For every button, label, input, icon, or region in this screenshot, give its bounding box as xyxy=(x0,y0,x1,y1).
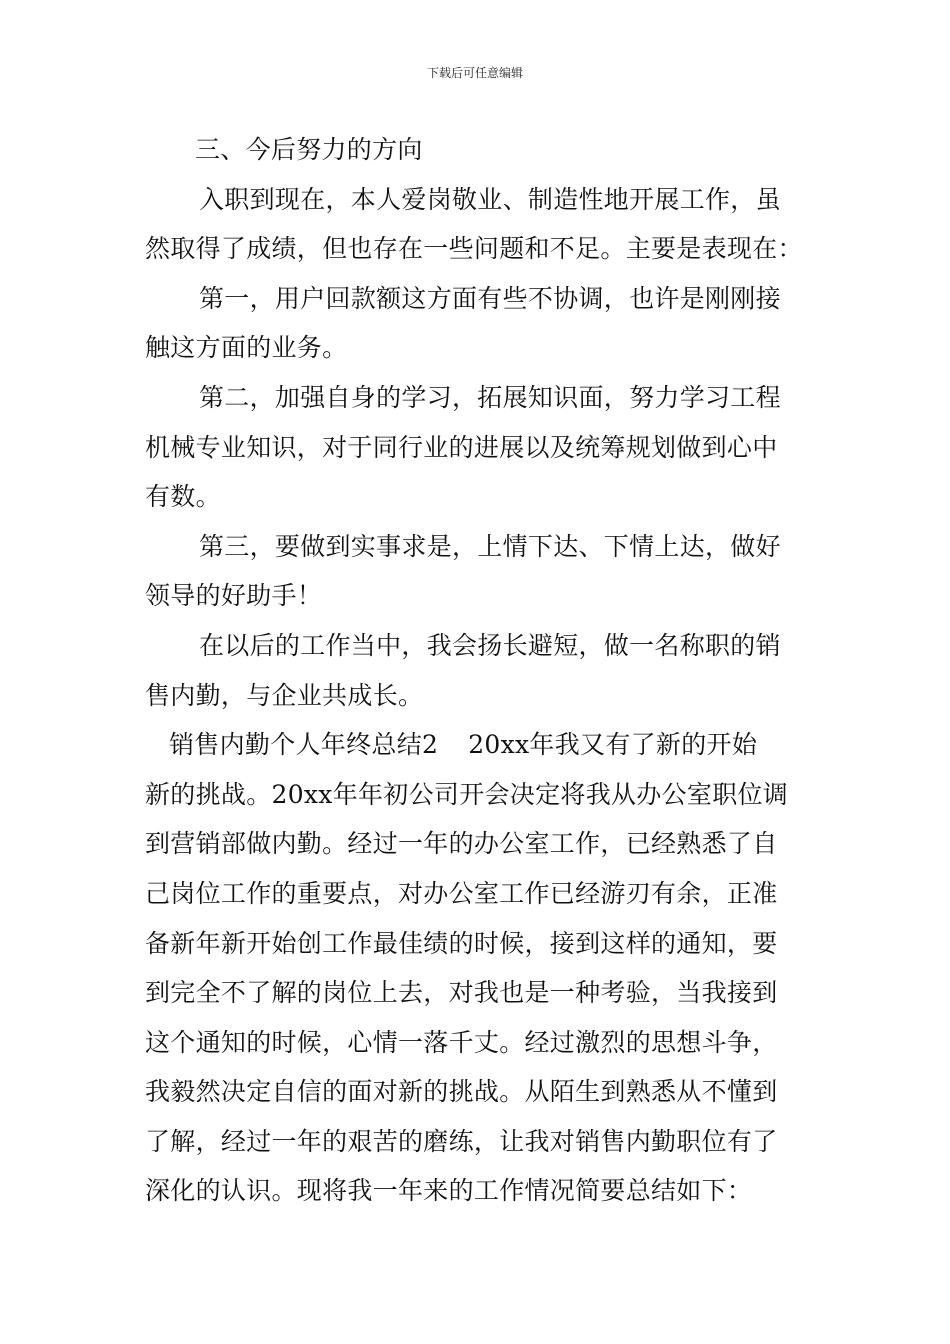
paragraph-line: 触这方面的业务。 xyxy=(145,333,348,363)
paragraph-line: 第二，加强自身的学习，拓展知识面，努力学习工程 xyxy=(199,382,781,412)
paragraph-line: 我毅然决定自信的面对新的挑战。从陌生到熟悉从不懂到 xyxy=(145,1077,778,1107)
paragraph-text: 20xx年我又有了新的开始 xyxy=(468,730,758,760)
document-body xyxy=(145,125,810,1216)
paragraph-line xyxy=(145,720,810,770)
paragraph-line: 售内勤，与企业共成长。 xyxy=(145,680,424,710)
paragraph-line: 己岗位工作的重要点，对办公室工作已经游刃有余，正准 xyxy=(145,878,778,908)
summary-title: 销售内勤个人年终总结2 xyxy=(169,730,439,760)
paragraph-line: 然取得了成绩，但也存在一些问题和不足。主要是表现在： xyxy=(145,234,803,264)
section-heading: 三、今后努力的方向 xyxy=(195,135,423,164)
paragraph-line: 在以后的工作当中，我会扬长避短，做一名称职的销 xyxy=(199,630,781,660)
paragraph-line: 这个通知的时候，心情一落千丈。经过激烈的思想斗争， xyxy=(145,1027,778,1057)
paragraph-line: 到完全不了解的岗位上去，对我也是一种考验，当我接到 xyxy=(145,978,778,1008)
paragraph-line: 入职到现在，本人爱岗敬业、制造性地开展工作，虽 xyxy=(199,184,781,214)
paragraph-line: 领导的好助手！ xyxy=(145,581,323,611)
paragraph-line: 了解，经过一年的艰苦的磨练，让我对销售内勤职位有了 xyxy=(145,1126,778,1156)
paragraph-line: 到营销部做内勤。经过一年的办公室工作，已经熟悉了自 xyxy=(145,829,778,859)
page-header: 下载后可任意编辑 xyxy=(426,66,523,80)
paragraph-line: 新的挑战。20xx年年初公司开会决定将我从办公室职位调 xyxy=(145,779,789,809)
paragraph-line: 第三，要做到实事求是，上情下达、下情上达，做好 xyxy=(199,531,781,561)
paragraph-line: 有数。 xyxy=(145,482,221,512)
paragraph-line: 备新年新开始创工作最佳绩的时候，接到这样的通知，要 xyxy=(145,928,778,958)
paragraph-line: 第一，用户回款额这方面有些不协调，也许是刚刚接 xyxy=(199,283,781,313)
paragraph-line: 深化的认识。现将我一年来的工作情况简要总结如下： xyxy=(145,1176,753,1206)
paragraph-line: 机械专业知识，对于同行业的进展以及统筹规划做到心中 xyxy=(145,432,778,462)
